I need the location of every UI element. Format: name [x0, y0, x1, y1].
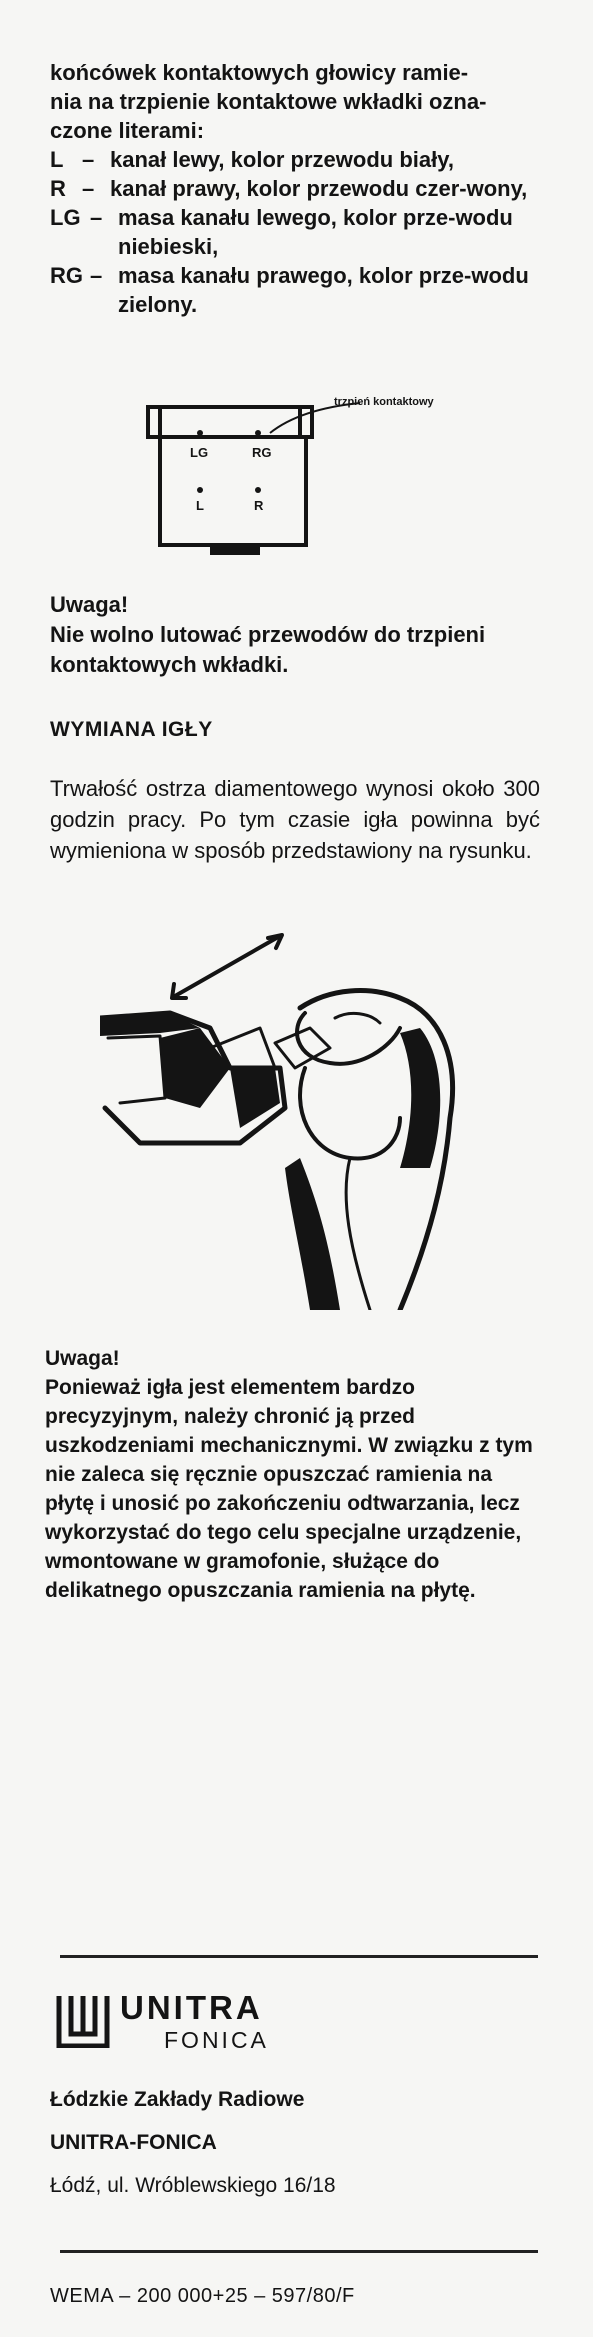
thumbnail-line [335, 1013, 380, 1023]
wire-text: kanał prawy, kolor przewodu czer-wony, [110, 176, 528, 201]
wire-item-rg [50, 261, 540, 319]
warning-text: Ponieważ igła jest elementem bardzo precyzyjnym, należy chronić ją przed uszkodzeniami mechanicznymi. W związku z tym nie zaleca się ręcznie opuszczać ramienia na płytę i unosić po zakończeniu odtwarzania, lecz wykorzystać do tego celu specjalne urządzenie, wmontowane w gramofonie, służące do delikatnego opuszczania ramienia na płytę. [45, 1376, 533, 1602]
print-code: WEMA – 200 000+25 – 597/80/F [50, 2285, 355, 2307]
warning-block-stylus [45, 1344, 535, 1605]
pin-lg-dot [197, 430, 203, 436]
thumb-outline [297, 1013, 400, 1064]
intro-line: końcówek kontaktowych głowicy ramie- [50, 60, 469, 85]
callout-label: trzpień kontaktowy [334, 396, 434, 408]
pin-label-l: L [196, 498, 204, 513]
brand-subtitle: FONICA [164, 2027, 269, 2053]
warning-text: Nie wolno lutować przewodów do trzpieni kontaktowych wkładki. [50, 622, 486, 677]
pin-l-dot [197, 487, 203, 493]
finger-outline [300, 1068, 400, 1158]
palm-line [346, 1158, 370, 1310]
intro-line: nia na trzpienie kontaktowe wkładki ozna- [50, 89, 487, 114]
stylus-replacement-illustration [100, 918, 540, 1310]
brand-name: UNITRA [120, 1989, 263, 2026]
warning-title: Uwaga! [45, 1347, 120, 1370]
tonearm-inner [108, 1036, 165, 1103]
company-name: Łódzkie Zakłady Radiowe [50, 2088, 305, 2111]
cartridge-body [160, 1028, 230, 1108]
wire-item-r [50, 174, 540, 203]
wire-dash: – [90, 263, 103, 288]
warning-title: Uwaga! [50, 592, 129, 617]
pin-r-dot [255, 487, 261, 493]
cartridge-pin-diagram [130, 395, 470, 565]
pin-label-lg: LG [190, 445, 209, 460]
pin-label-rg: RG [252, 445, 272, 460]
wire-item-l [50, 145, 540, 174]
motion-arrow-line [175, 936, 280, 996]
wire-text: masa kanału lewego, kolor prze-wodu niebieski, [118, 205, 513, 259]
wire-dash: – [90, 205, 103, 230]
cartridge-outline [148, 407, 312, 545]
section-heading: WYMIANA IGŁY [50, 718, 213, 741]
stylus-life-paragraph [50, 773, 540, 866]
wire-dash: – [82, 147, 95, 172]
pin-rg-dot [255, 430, 261, 436]
unitra-logo-icon [55, 1994, 111, 2048]
wire-text: kanał lewy, kolor przewodu biały, [110, 147, 454, 172]
divider-bottom [60, 2250, 538, 2253]
wire-text: masa kanału prawego, kolor prze-wodu zielony. [118, 263, 529, 317]
company-address: Łódź, ul. Wróblewskiego 16/18 [50, 2174, 336, 2197]
hand-shadow [400, 1028, 440, 1168]
wire-code: LG [50, 205, 81, 230]
intro-text [50, 58, 540, 319]
cartridge-base [210, 545, 260, 555]
palm-shadow [285, 1158, 340, 1310]
warning-block-solder [50, 590, 540, 680]
intro-line: czone literami: [50, 118, 205, 143]
divider-top [60, 1955, 538, 1958]
company-brand-line: UNITRA-FONICA [50, 2131, 217, 2154]
paragraph-text: Trwałość ostrza diamentowego wynosi około 300 godzin pracy. Po tym czasie igła powinna być wymieniona w sposób przedstawiony na rysunku. [50, 776, 540, 863]
wire-code: RG [50, 263, 83, 288]
wire-item-lg [50, 203, 540, 261]
wire-code: L [50, 147, 64, 172]
pin-label-r: R [254, 498, 264, 513]
wire-dash: – [82, 176, 95, 201]
wire-code: R [50, 176, 66, 201]
